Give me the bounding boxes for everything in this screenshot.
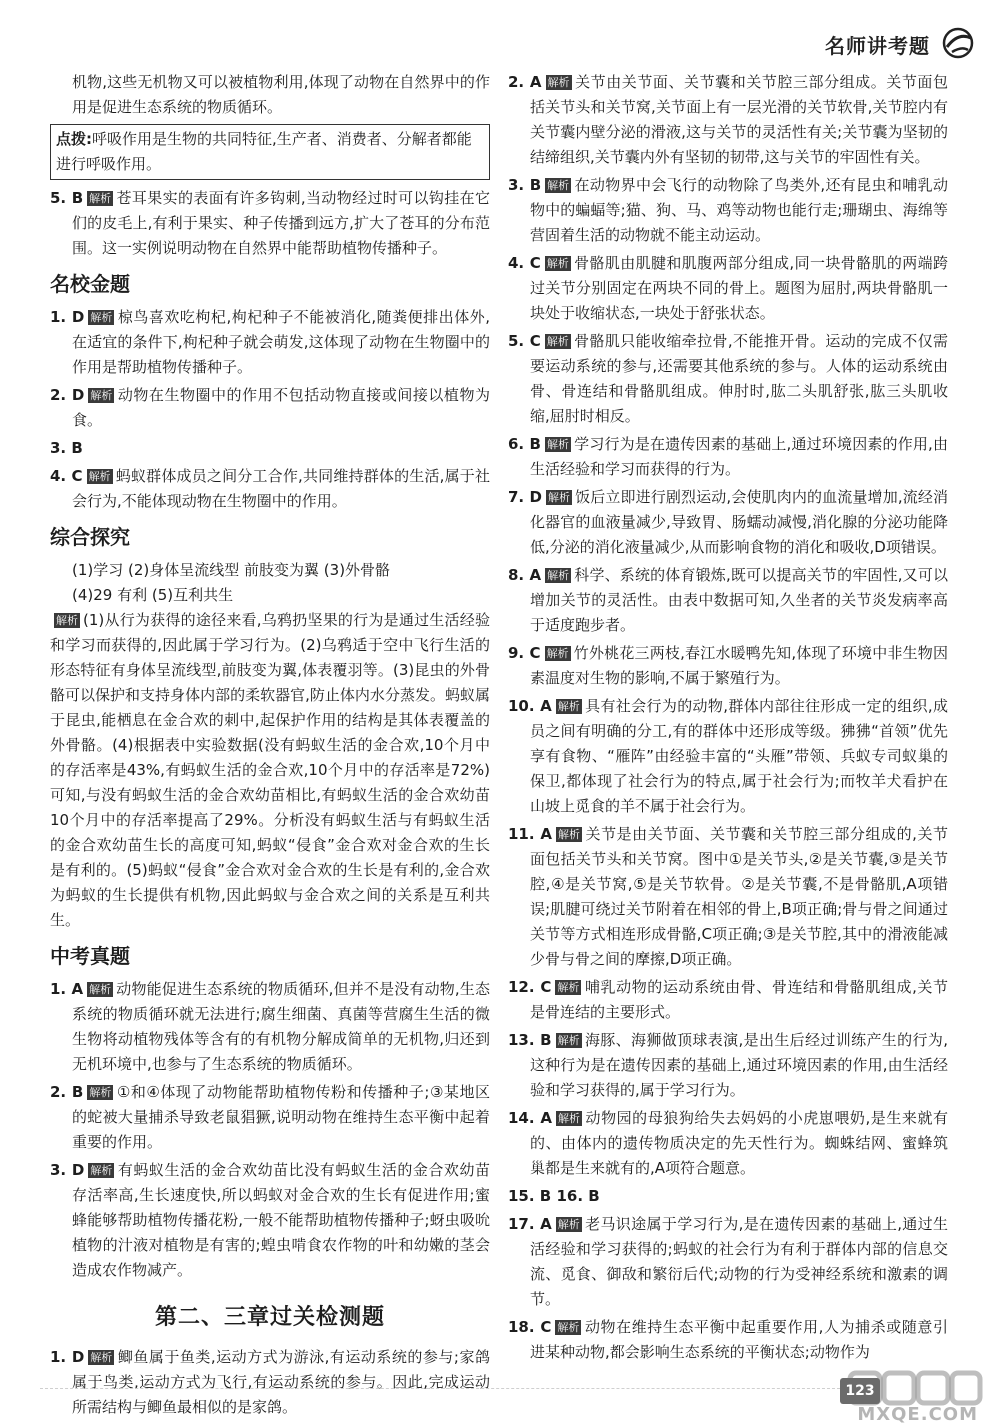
analysis-tag: 解析 <box>56 614 78 627</box>
hint-text: 呼吸作用是生物的共同特征,生产者、消费者、分解者都能进行呼吸作用。 <box>56 130 472 173</box>
answer-number: 11. A <box>508 825 552 843</box>
analysis-tag: 解析 <box>557 981 580 994</box>
answer-number: 5. C <box>508 332 541 350</box>
answer-item <box>508 251 948 326</box>
answer-text: 具有社会行为的动物,群体内部往往形成一定的组织,成员之间有明确的分工,有的群体中还形成等级。狒狒“首领”优先享有食物、“雁阵”由经验丰富的“头雁”带领、兵蚁专司蚁巢的保卫,都体现了社会行为的特点,属于社会行为;而牧羊犬看护在山坡上觅食的羊不属于社会行为。 <box>530 697 949 815</box>
answer-item <box>50 1345 490 1420</box>
answer-number: 4. C <box>508 254 541 272</box>
answer-number: 2. D <box>50 386 85 404</box>
analysis-tag: 解析 <box>89 192 112 205</box>
answer-item <box>50 977 490 1077</box>
mingxiao-list <box>50 305 490 514</box>
analysis-tag: 解析 <box>547 491 570 504</box>
left-column <box>50 70 490 1423</box>
answer-text: 关节是由关节面、关节囊和关节腔三部分组成的,关节面包括关节头和关节窝。图中①是关节头,②是关节囊,③是关节腔,④是关节窝,⑤是关节软骨。②是关节囊,不是骨骼肌,A项错误;肌腱可绕过关节附着在相邻的骨上,B项正确;骨与骨之间通过关节等方式相连形成骨骼,C项正确;③是关节腔,其中的滑液能减少骨与骨之间的摩擦,D项正确。 <box>530 825 948 968</box>
analysis-tag: 解析 <box>547 569 570 582</box>
answer-number: 3. D <box>50 1161 85 1179</box>
answer-item <box>508 1315 948 1365</box>
analysis-tag: 解析 <box>90 1164 113 1177</box>
answer-item <box>50 383 490 433</box>
answer-text: 科学、系统的体育锻炼,既可以提高关节的牢固性,又可以增加关节的灵活性。由表中数据可知,久坐者的关节炎发病率高于适度跑步者。 <box>530 566 948 634</box>
answer-item <box>50 1080 490 1155</box>
answer-number: 18. C <box>508 1318 552 1336</box>
section-title-zhongkao: 中考真题 <box>50 944 130 968</box>
answer-number: 2. A <box>508 73 542 91</box>
answer-item <box>508 641 948 691</box>
zonghe-answer-line2: (4)29 有利 (5)互利共生 <box>72 586 234 604</box>
q5-answer: 5. B 解析 苍耳果实的表面有许多钩刺,当动物经过时可以钩挂在它们的皮毛上,有利于果实、种子传播到远方,扩大了苍耳的分布范围。这一实例说明动物在自然界中能帮助植物传播种子。 <box>50 189 490 257</box>
hint-label: 点拨: <box>56 130 92 148</box>
answer-item <box>508 70 948 170</box>
analysis-tag: 解析 <box>90 1351 113 1364</box>
answer-text: 在动物界中会飞行的动物除了鸟类外,还有昆虫和哺乳动物中的蝙蝠等;猫、狗、马、鸡等动物也能行走;珊瑚虫、海绵等营固着生活的动物就不能主动运动。 <box>530 176 948 244</box>
answer-item <box>50 305 490 380</box>
answer-number: 4. C <box>50 467 83 485</box>
analysis-tag: 解析 <box>547 179 570 192</box>
zhongkao-list <box>50 977 490 1283</box>
answer-number: 7. D <box>508 488 542 506</box>
answer-number: 1. D <box>50 1348 85 1366</box>
analysis-tag: 解析 <box>90 389 113 402</box>
analysis-tag: 解析 <box>557 828 580 841</box>
answer-item <box>508 329 948 429</box>
answer-text: 蚂蚁群体成员之间分工合作,共同维持群体的生活,属于社会行为,不能体现动物在生物圈中的作用。 <box>72 467 490 510</box>
answer-text: 有蚂蚁生活的金合欢幼苗比没有蚂蚁生活的金合欢幼苗存活率高,生长速度快,所以蚂蚁对金合欢的生长有促进作用;蜜蜂能够帮助植物传播花粉,一般不能帮助植物传播种子;蚜虫吸吮植物的汁液对植物是有害的;蝗虫啃食农作物的叶和幼嫩的茎会造成农作物减产。 <box>72 1161 490 1279</box>
section-title-zonghe: 综合探究 <box>50 525 130 549</box>
zonghe-answer-line1: (1)学习 (2)身体呈流线型 前肢变为翼 (3)外骨骼 <box>72 561 391 579</box>
answer-item <box>50 464 490 514</box>
chapter-list <box>50 1345 490 1420</box>
answer-number: 10. A <box>508 697 552 715</box>
answer-text: ①和④体现了动物能帮助植物传粉和传播种子;③某地区的蛇被大量捕杀导致老鼠猖獗,说明动物在维持生态平衡中起着重要的作用。 <box>72 1083 490 1151</box>
analysis-tag: 解析 <box>546 647 569 660</box>
answer-number: 8. A <box>508 566 542 584</box>
answer-number: 6. B <box>508 435 541 453</box>
answer-text: 动物能促进生态系统的物质循环,但并不是没有动物,生态系统的物质循环就无法进行;腐生细菌、真菌等营腐生生活的微生物将动植物残体等含有的有机物分解成简单的无机物,归还到无机环境中,也参与了生态系统的物质循环。 <box>72 980 490 1073</box>
answer-number: 9. C <box>508 644 541 662</box>
answer-text: 动物在生物圈中的作用不包括动物直接或间接以植物为食。 <box>72 386 490 429</box>
watermark-url: MXQE.COM <box>857 1404 978 1425</box>
answer-number: 1. A <box>50 980 84 998</box>
answer-number: 15. B 16. B <box>508 1187 600 1205</box>
right-column <box>508 70 948 1368</box>
answer-item <box>508 563 948 638</box>
answer-text: 饭后立即进行剧烈运动,会使肌肉内的血流量增加,流经消化器官的血液量减少,导致胃、肠蠕动减慢,消化腺的分泌功能降低,分泌的消化液量减少,从而影响食物的消化和吸收,D项错误。 <box>530 488 948 556</box>
brand-title: 名师讲考题 <box>825 34 930 58</box>
answer-item <box>508 1212 948 1312</box>
analysis-tag: 解析 <box>88 470 111 483</box>
footer-divider <box>40 1388 840 1389</box>
analysis-tag: 解析 <box>557 1321 580 1334</box>
answer-item <box>508 822 948 972</box>
analysis-tag: 解析 <box>557 700 580 713</box>
analysis-tag: 解析 <box>89 1086 112 1099</box>
answer-text: 学习行为是在遗传因素的基础上,通过环境因素的作用,由生活经验和学习而获得的行为。 <box>530 435 948 478</box>
answer-number: 3. B <box>50 439 83 457</box>
answer-text: 关节由关节面、关节囊和关节腔三部分组成。关节面包括关节头和关节窝,关节面上有一层光滑的关节软骨,关节腔内有关节囊内壁分泌的滑液,这与关节的灵活性有关;关节囊为坚韧的结缔组织,关节囊内外有坚韧的韧带,这与关节的牢固性有关。 <box>530 73 948 166</box>
answer-text: 哺乳动物的运动系统由骨、骨连结和骨骼肌组成,关节是骨连结的主要形式。 <box>530 978 948 1021</box>
answer-number: 1. D <box>50 308 85 326</box>
answer-item <box>508 173 948 248</box>
answer-number: 12. C <box>508 978 552 996</box>
analysis-tag: 解析 <box>557 1218 580 1231</box>
analysis-tag: 解析 <box>546 438 569 451</box>
answer-text: 动物在维持生态平衡中起重要作用,人为捕杀或随意引进某种动物,都会影响生态系统的平衡状态;动物作为 <box>530 1318 948 1361</box>
analysis-tag: 解析 <box>547 76 570 89</box>
answer-text: 竹外桃花三两枝,春江水暖鸭先知,体现了环境中非生物因素温度对生物的影响,不属于繁殖行为。 <box>530 644 948 687</box>
hint-box <box>50 124 490 180</box>
analysis-tag: 解析 <box>546 335 569 348</box>
analysis-tag: 解析 <box>90 311 113 324</box>
analysis-tag: 解析 <box>557 1112 580 1125</box>
answer-item <box>508 975 948 1025</box>
answer-item <box>508 432 948 482</box>
analysis-tag: 解析 <box>546 257 569 270</box>
answer-text: 骨骼肌只能收缩牵拉骨,不能推开骨。运动的完成不仅需要运动系统的参与,还需要其他系统的参与。人体的运动系统由骨、骨连结和骨骼肌组成。伸肘时,肱二头肌舒张,肱三头肌收缩,屈肘时相反。 <box>530 332 948 425</box>
left-intro: 机物,这些无机物又可以被植物利用,体现了动物在自然界中的作用是促进生态系统的物质循环。 <box>72 73 490 116</box>
brand-logo-icon <box>938 26 978 60</box>
answer-item <box>508 1184 948 1209</box>
chapter-title: 第二、三章过关检测题 <box>154 1305 385 1330</box>
answer-number: 17. A <box>508 1215 552 1233</box>
answer-item <box>50 436 490 461</box>
page-number: 123 <box>840 1378 880 1404</box>
answer-item <box>508 1028 948 1103</box>
answer-text: 鲫鱼属于鱼类,运动方式为游泳,有运动系统的参与;家鸽属于鸟类,运动方式为飞行,有运动系统的参与。因此,完成运动所需结构与鲫鱼最相似的是家鸽。 <box>72 1348 490 1416</box>
answer-number: 3. B <box>508 176 542 194</box>
zonghe-analysis: 解析 (1)从行为获得的途径来看,乌鸦扔坚果的行为是通过生活经验和学习而获得的,因此属于学习行为。(2)乌鸦适于空中飞行生活的形态特征有身体呈流线型,前肢变为翼,体表覆羽等。(3)昆虫的外骨骼可以保护和支持身体内部的柔软器官,防止体内水分蒸发。蚂蚁属于昆虫,能栖息在金合欢的刺中,起保护作用的结构是其体表覆盖的外骨骼。(4)根据表中实验数据(没有蚂蚁生活的金合欢,10个月中的存活率是43%,有蚂蚁生活的金合欢,10个月中的存活率是72%)可知,与没有蚂蚁生活的金合欢幼苗相比,有蚂蚁生活的金合欢幼苗10个月中的存活率提高了29%。分析没有蚂蚁生活与有蚂蚁生活的金合欢幼苗生长的高度可知,蚂蚁“侵食”金合欢对金合欢的生长是有利的。(5)蚂蚁“侵食”金合欢对金合欢的生长是有利的,金合欢为蚂蚁的生长提供有机物,因此蚂蚁与金合欢之间的关系是互利共生。 <box>50 611 490 929</box>
section-title-mingxiao: 名校金题 <box>50 272 130 296</box>
answer-text: 动物园的母狼狗给失去妈妈的小虎崽喂奶,是生来就有的、由体内的遗传物质决定的先天性行为。蜘蛛结网、蜜蜂筑巢都是生来就有的,A项符合题意。 <box>530 1109 948 1177</box>
analysis-tag: 解析 <box>557 1034 580 1047</box>
answer-text: 骨骼肌由肌腱和肌腹两部分组成,同一块骨骼肌的两端跨过关节分别固定在两块不同的骨上。题图为屈肘,两块骨骼肌一块处于收缩状态,一块处于舒张状态。 <box>530 254 948 322</box>
answer-item <box>508 1106 948 1181</box>
answer-text: 海豚、海狮做顶球表演,是出生后经过训练产生的行为,这种行为是在遗传因素的基础上,通过环境因素的作用,由生活经验和学习获得的,属于学习行为。 <box>530 1031 948 1099</box>
answer-number: 13. B <box>508 1031 552 1049</box>
right-list <box>508 70 948 1365</box>
answer-item <box>508 485 948 560</box>
answer-item <box>508 694 948 819</box>
answer-text: 老马识途属于学习行为,是在遗传因素的基础上,通过生活经验和学习获得的;蚂蚁的社会行为有利于群体内部的信息交流、觅食、御敌和繁衍后代;动物的行为受神经系统和激素的调节。 <box>530 1215 949 1308</box>
analysis-tag: 解析 <box>89 983 112 996</box>
answer-text: 椋鸟喜欢吃枸杞,枸杞种子不能被消化,随粪便排出体外,在适宜的条件下,枸杞种子就会萌发,这体现了动物在生物圈中的作用是帮助植物传播种子。 <box>72 308 490 376</box>
answer-number: 2. B <box>50 1083 84 1101</box>
answer-item <box>50 1158 490 1283</box>
answer-number: 14. A <box>508 1109 552 1127</box>
